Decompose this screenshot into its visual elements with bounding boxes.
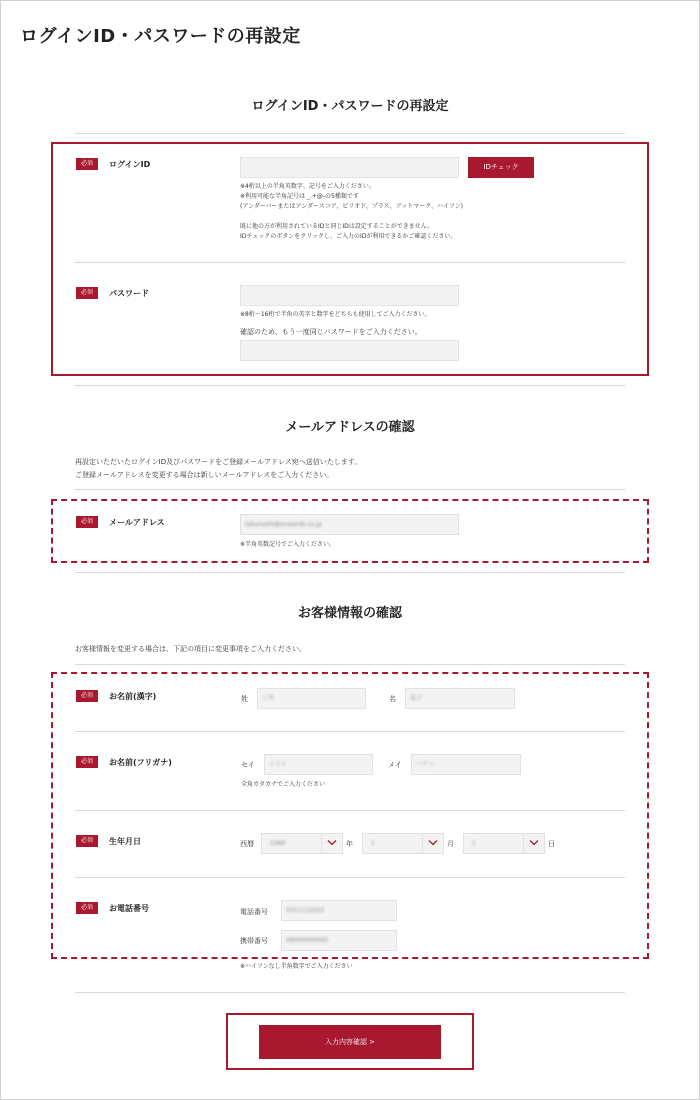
divider	[75, 133, 625, 134]
login-id-note: ※4桁以上の半角英数字、記号をご入力ください。	[240, 183, 375, 190]
year-suffix: 年	[346, 840, 353, 848]
email-section-title: メールアドレスの確認	[285, 420, 415, 435]
tel-label: 電話番号	[240, 908, 268, 916]
login-id-note: (アンダーバーまたはアンダースコア、ピリオド、プラス、アットマーク、ハイフン)	[240, 203, 463, 210]
id-check-button[interactable]: IDチェック	[468, 157, 534, 178]
last-name-label: 姓	[241, 695, 248, 703]
era-label: 西暦	[240, 840, 254, 848]
login-id-input[interactable]	[240, 157, 459, 178]
name-kanji-label: お名前(漢字)	[109, 692, 157, 701]
birthday-label: 生年月日	[109, 837, 141, 846]
required-badge: 必須	[76, 902, 98, 914]
email-label: メールアドレス	[109, 518, 165, 527]
divider	[75, 489, 625, 490]
first-name-kana-input[interactable]	[411, 754, 521, 775]
divider	[75, 385, 625, 386]
birth-month-select[interactable]	[362, 833, 444, 854]
email-note: ※半角英数記号でご入力ください。	[240, 541, 336, 548]
birth-year-value: 1980	[270, 840, 286, 847]
login-id-note: ※利用可能な半角記号は _.+@-の5種類です	[240, 193, 359, 200]
first-name-kana-label: メイ	[388, 761, 402, 769]
required-badge: 必須	[76, 835, 98, 847]
required-badge: 必須	[76, 516, 98, 528]
first-name-label: 名	[389, 695, 396, 703]
divider	[75, 731, 625, 732]
email-intro: ご登録メールアドレスを変更する場合は新しいメールアドレスをご入力ください。	[75, 471, 334, 479]
chevron-down-icon	[523, 834, 544, 853]
login-id-note: IDチェックのボタンをクリックし、ご入力のIDが利用できるかご確認ください。	[240, 233, 457, 240]
birth-day-value: 1	[472, 840, 476, 847]
name-kana-note: 全角カタカナでご入力ください	[241, 781, 326, 788]
required-badge: 必須	[76, 287, 98, 299]
first-name-kana-value: ハナコ	[416, 761, 434, 768]
customer-section-title: お客様情報の確認	[297, 606, 402, 621]
required-badge: 必須	[76, 756, 98, 768]
required-badge: 必須	[76, 158, 98, 170]
customer-intro: お客様情報を変更する場合は、下記の項目に変更事項をご入力ください。	[75, 645, 306, 653]
last-name-kana-input[interactable]	[264, 754, 373, 775]
password-label: パスワード	[109, 289, 149, 298]
confirm-input-button[interactable]: 入力内容確認 >	[259, 1025, 441, 1059]
divider	[75, 877, 625, 878]
first-name-input[interactable]	[405, 688, 515, 709]
divider	[75, 810, 625, 811]
divider	[75, 262, 625, 263]
tel-input[interactable]	[281, 900, 397, 921]
phone-note: ※ハイフンなし半角数字でご入力ください	[240, 963, 353, 970]
email-intro: 再設定いただいたログインID及びパスワードをご登録メールアドレス宛へ送信いたします。	[75, 458, 362, 466]
password-confirm-input[interactable]	[240, 340, 459, 361]
mobile-value: 09000000000	[286, 937, 328, 944]
phone-label: お電話番号	[109, 904, 149, 913]
divider	[75, 572, 625, 573]
last-name-value: 三井	[262, 695, 275, 702]
password-confirm-note: 確認のため、もう一度同じパスワードをご入力ください。	[240, 328, 422, 336]
page-title: ログインID・パスワードの再設定	[20, 26, 301, 47]
password-note: ※8桁～16桁で半角の英字と数字をどちらも使用してご入力ください。	[240, 311, 431, 318]
mobile-label: 携帯番号	[240, 937, 268, 945]
password-input[interactable]	[240, 285, 459, 306]
email-value: takanashi@onwards.co.jp	[245, 521, 322, 528]
tel-value: 0311112222	[286, 907, 325, 914]
chevron-down-icon	[321, 834, 342, 853]
name-kana-label: お名前(フリガナ)	[109, 758, 172, 767]
birth-month-value: 1	[371, 840, 375, 847]
required-badge: 必須	[76, 690, 98, 702]
last-name-kana-label: セイ	[241, 761, 255, 769]
email-input[interactable]	[240, 514, 459, 535]
day-suffix: 日	[548, 840, 555, 848]
login-id-label: ログインID	[109, 160, 151, 169]
chevron-down-icon	[422, 834, 443, 853]
divider	[75, 992, 625, 993]
last-name-kana-value: ミツイ	[269, 761, 287, 768]
last-name-input[interactable]	[257, 688, 366, 709]
login-section-title: ログインID・パスワードの再設定	[251, 99, 449, 114]
divider	[75, 664, 625, 665]
login-id-note: 既に他の方が利用されているIDと同じIDは設定することができません。	[240, 223, 434, 230]
month-suffix: 月	[447, 840, 454, 848]
birth-day-select[interactable]	[463, 833, 545, 854]
birth-year-select[interactable]	[261, 833, 343, 854]
first-name-value: 花子	[410, 695, 423, 702]
mobile-input[interactable]	[281, 930, 397, 951]
